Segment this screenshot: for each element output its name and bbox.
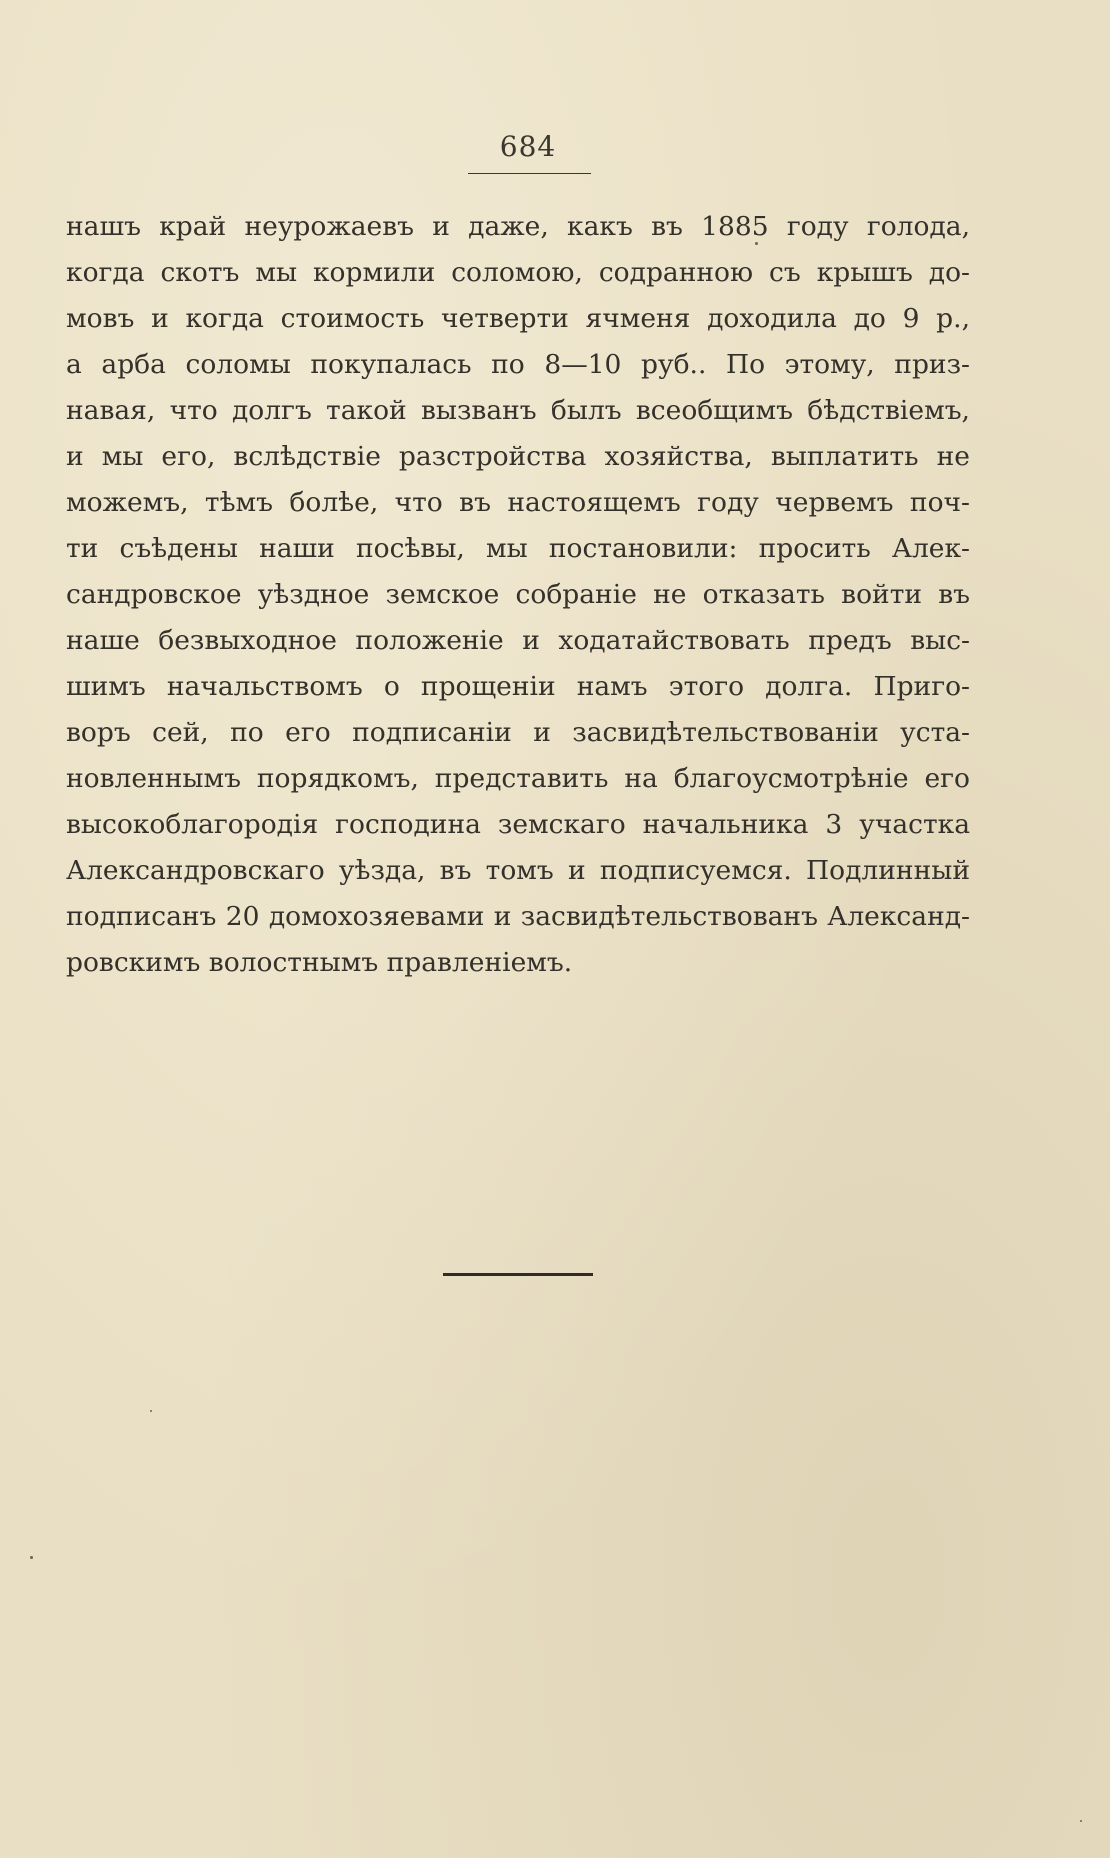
page-number: 684 [499, 130, 557, 163]
text-line: подписанъ 20 домохозяевами и засвидѣтельствованъ Александ- [66, 901, 970, 932]
text-line: нашъ край неурожаевъ и даже, какъ въ 1885 году голода, [66, 211, 970, 242]
body-text [66, 204, 1066, 986]
paper-speck [30, 1556, 33, 1559]
text-line: воръ сей, по его подписаніи и засвидѣтельствованіи уста- [66, 717, 970, 748]
text-line: сандровское уѣздное земское собраніе не отказать войти въ [66, 579, 970, 610]
text-line: Александровскаго уѣзда, въ томъ и подписуемся. Подлинный [66, 855, 970, 886]
paper-speck [150, 1410, 152, 1412]
text-line: когда скотъ мы кормили соломою, содранною съ крышъ до- [66, 257, 970, 288]
text-line: ти съѣдены наши посѣвы, мы постановили: просить Алек- [66, 533, 970, 564]
text-line: шимъ начальствомъ о прощеніи намъ этого долга. Приго- [66, 671, 970, 702]
text-line: можемъ, тѣмъ болѣе, что въ настоящемъ году червемъ поч- [66, 487, 970, 518]
text-line: и мы его, вслѣдствіе разстройства хозяйства, выплатить не [66, 441, 970, 472]
header-rule [468, 173, 591, 174]
text-line: наше безвыходное положеніе и ходатайствовать предъ выс- [66, 625, 970, 656]
paper-speck [755, 242, 758, 245]
text-line: высокоблагородія господина земскаго начальника 3 участка [66, 809, 970, 840]
text-line: а арба соломы покупалась по 8—10 руб.. По этому, приз- [66, 349, 970, 380]
text-line: навая, что долгъ такой вызванъ былъ всеобщимъ бѣдствіемъ, [66, 395, 970, 426]
text-line: мовъ и когда стоимость четверти ячменя доходила до 9 р., [66, 303, 970, 334]
end-rule [443, 1273, 593, 1276]
text-line: ровскимъ волостнымъ правленіемъ. [66, 947, 573, 978]
paper-speck [1080, 1820, 1082, 1822]
text-line: новленнымъ порядкомъ, представить на благоусмотрѣніе его [66, 763, 970, 794]
